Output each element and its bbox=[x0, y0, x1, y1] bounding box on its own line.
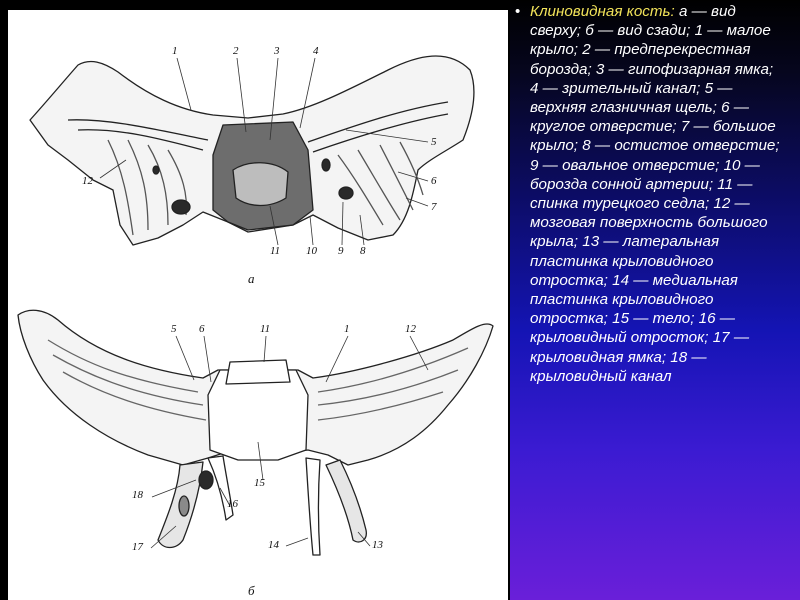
view-b-label-1: 1 bbox=[344, 323, 350, 335]
caption-title: Клиновидная кость: bbox=[530, 3, 675, 20]
view-b-label-6: 6 bbox=[199, 323, 205, 335]
view-a-label-3: 3 bbox=[274, 45, 280, 57]
sphenoid-bone-illustration bbox=[8, 10, 508, 600]
view-a-label-10: 10 bbox=[306, 245, 317, 257]
view-a-label-1: 1 bbox=[172, 45, 178, 57]
view-a-label-5: 5 bbox=[431, 136, 437, 148]
view-a-label-7: 7 bbox=[431, 201, 437, 213]
view-a-label-6: 6 bbox=[431, 175, 437, 187]
view-b-label-15: 15 bbox=[254, 477, 265, 489]
sphenoid-posterior-view-drawing bbox=[18, 310, 493, 555]
view-b-label-13: 13 bbox=[372, 539, 383, 551]
caption-description: а — вид сверху; б — вид сзади; 1 — малое крыло; 2 — предперекрестная борозда; 3 — гипофизарная ямка; 4 — зрительный канал; 5 — верхняя глазничная щель; 6 — круглое отверстие; 7 — большое крыло; 8 — остистое отверстие; 9 — овальное отверстие; 10 — борозда сонной артерии; 11 — спинка турецкого седла; 12 — мозговая поверхность большого крыла; 13 — латеральная пластинка крыловидного отростка; 14 — медиальная пластинка крыловидного отростка; 15 — тело; 16 — крыловидный отросток; 17 — крыловидная ямка; 18 — крыловидный канал bbox=[530, 3, 780, 385]
illustration-panel bbox=[8, 10, 508, 600]
view-a-label-12: 12 bbox=[82, 175, 93, 187]
view-b-label-5: 5 bbox=[171, 323, 177, 335]
view-b-label-14: 14 bbox=[268, 539, 279, 551]
view-b-label-17: 17 bbox=[132, 541, 143, 553]
sphenoid-top-view-drawing bbox=[30, 56, 474, 245]
view-b-label-12: 12 bbox=[405, 323, 416, 335]
view-a-label-8: 8 bbox=[360, 245, 366, 257]
view-a-label-11: 11 bbox=[270, 245, 281, 257]
view-a-caption: а bbox=[248, 271, 255, 286]
caption-panel bbox=[510, 0, 800, 600]
view-b-label-16: 16 bbox=[227, 498, 238, 510]
view-a-label-4: 4 bbox=[313, 45, 319, 57]
bullet-icon: • bbox=[515, 3, 521, 20]
view-a-label-9: 9 bbox=[338, 245, 344, 257]
figure-caption bbox=[515, 2, 780, 386]
view-a-label-2: 2 bbox=[233, 45, 239, 57]
view-b-label-18: 18 bbox=[132, 489, 143, 501]
view-b-caption: б bbox=[248, 583, 255, 598]
view-b-label-11: 11 bbox=[260, 323, 271, 335]
